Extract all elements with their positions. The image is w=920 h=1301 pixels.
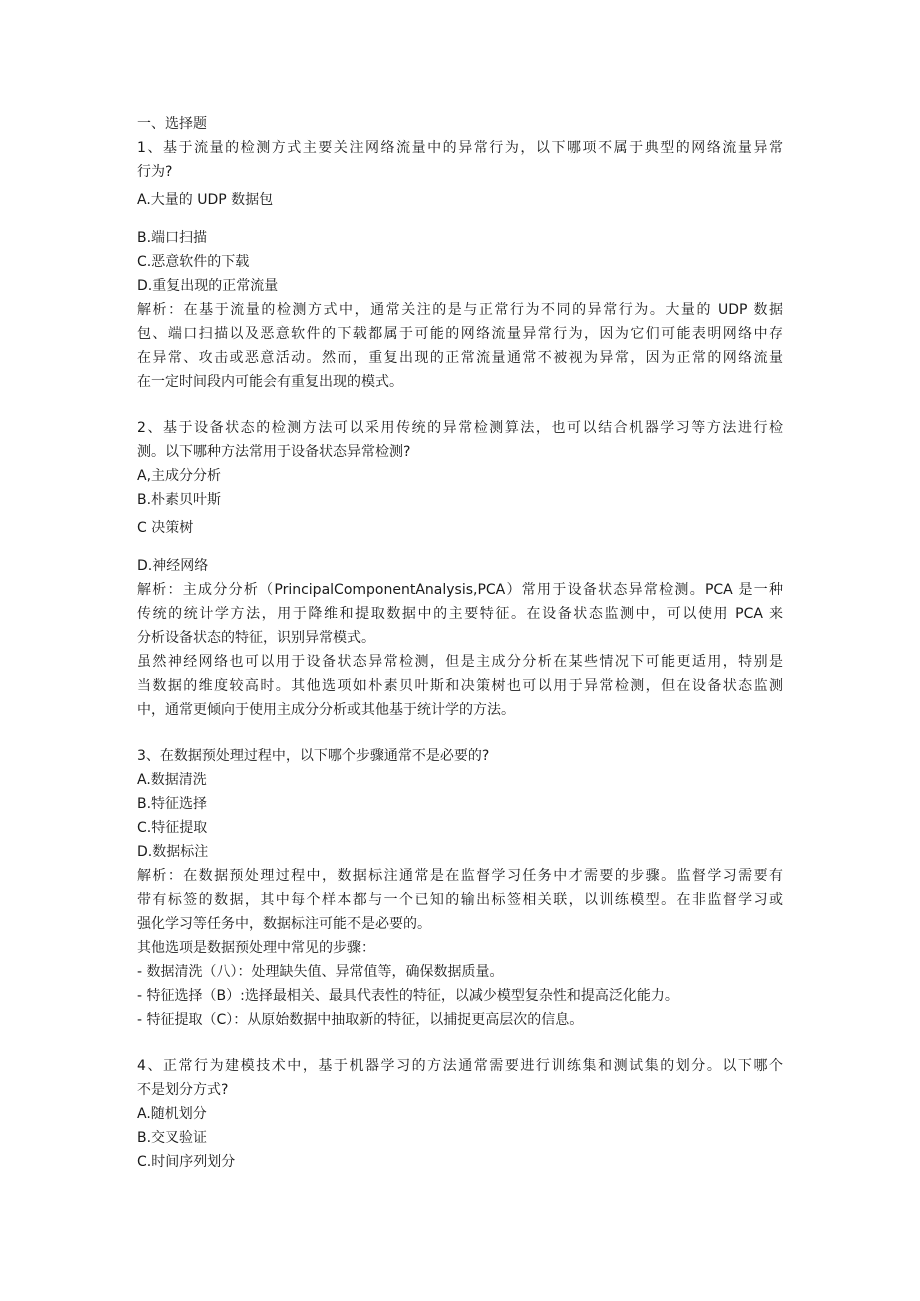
q1-analysis-line: 解析：在基于流量的检测方式中，通常关注的是与正常行为不同的异常行为。大量的 UDP 数据 <box>137 302 783 318</box>
q1-option-c: C.恶意软件的下载 <box>137 254 250 270</box>
q3-option-d: D.数据标注 <box>137 844 209 860</box>
q3-bullet-item: - 特征选择（B）:选择最相关、最具代表性的特征，以减少模型复杂性和提高泛化能力。 <box>137 988 679 1004</box>
q1-option-a: A.大量的 UDP 数据包 <box>137 192 274 208</box>
q4-stem-line: 4、正常行为建模技术中，基于机器学习的方法通常需要进行训练集和测试集的划分。以下哪个 <box>137 1058 783 1074</box>
q1-option-d: D.重复出现的正常流量 <box>137 278 279 294</box>
q2-option-d: D.神经网络 <box>137 558 209 574</box>
q3-analysis-line: 强化学习等任务中，数据标注可能不是必要的。 <box>137 916 431 932</box>
q1-stem-line: 1、基于流量的检测方式主要关注网络流量中的异常行为，以下哪项不属于典型的网络流量异常 <box>137 140 783 156</box>
q1-analysis-line: 在一定时间段内可能会有重复出现的模式。 <box>137 374 403 390</box>
q3-stem-line: 3、在数据预处理过程中，以下哪个步骤通常不是必要的? <box>137 748 490 764</box>
q2-option-c: C 决策树 <box>137 520 194 536</box>
q2-analysis-line: 解析：主成分分析（PrincipalComponentAnalysis,PCA）常用于设备状态异常检测。PCA 是一种 <box>137 582 783 598</box>
q2-analysis-line: 分析设备状态的特征，识别异常模式。 <box>137 630 375 646</box>
q2-analysis-line: 虽然神经网络也可以用于设备状态异常检测，但是主成分分析在某些情况下可能更适用，特别是 <box>137 654 783 670</box>
q2-analysis-line: 中，通常更倾向于使用主成分分析或其他基于统计学的方法。 <box>137 702 515 718</box>
q3-option-c: C.特征提取 <box>137 820 208 836</box>
q3-option-b: B.特征选择 <box>137 796 208 812</box>
q3-analysis-line: 解析：在数据预处理过程中，数据标注通常是在监督学习任务中才需要的步骤。监督学习需要有 <box>137 868 783 884</box>
q3-bullet-item: - 特征提取（C）：从原始数据中抽取新的特征，以捕捉更高层次的信息。 <box>137 1012 584 1028</box>
q4-option-a: A.随机划分 <box>137 1106 207 1122</box>
q1-stem-line: 行为? <box>137 164 173 180</box>
q3-bullet-item: - 数据清洗（八）：处理缺失值、异常值等，确保数据质量。 <box>137 964 504 980</box>
q4-option-b: B.交叉验证 <box>137 1130 208 1146</box>
section-title: 一、选择题 <box>137 116 207 132</box>
q3-analysis-line: 带有标签的数据，其中每个样本都与一个已知的输出标签相关联，以训练模型。在非监督学习或 <box>137 892 783 908</box>
q2-option-a: A,主成分分析 <box>137 468 222 484</box>
q1-analysis-line: 包、端口扫描以及恶意软件的下载都属于可能的网络流量异常行为，因为它们可能表明网络中存 <box>137 326 783 342</box>
q2-option-b: B.朴素贝叶斯 <box>137 492 222 508</box>
q2-stem-line: 测。以下哪种方法常用于设备状态异常检测? <box>137 444 411 460</box>
q4-option-c: C.时间序列划分 <box>137 1154 236 1170</box>
q3-option-a: A.数据清洗 <box>137 772 207 788</box>
q2-stem-line: 2、基于设备状态的检测方法可以采用传统的异常检测算法，也可以结合机器学习等方法进行检 <box>137 420 783 436</box>
q4-stem-line: 不是划分方式? <box>137 1082 229 1098</box>
q2-analysis-line: 传统的统计学方法，用于降维和提取数据中的主要特征。在设备状态监测中，可以使用 PCA 来 <box>137 606 783 622</box>
q3-analysis-line: 其他选项是数据预处理中常见的步骤： <box>137 940 375 956</box>
q1-analysis-line: 在异常、攻击或恶意活动。然而，重复出现的正常流量通常不被视为异常，因为正常的网络流量 <box>137 350 783 366</box>
q1-option-b: B.端口扫描 <box>137 230 208 246</box>
q2-analysis-line: 当数据的维度较高时。其他选项如朴素贝叶斯和决策树也可以用于异常检测，但在设备状态监测 <box>137 678 783 694</box>
